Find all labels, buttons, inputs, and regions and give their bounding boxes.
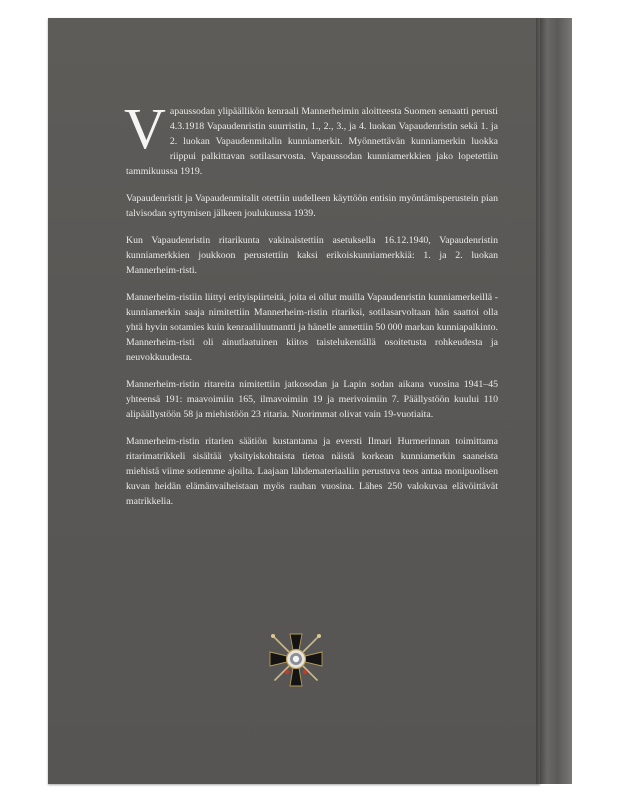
- paragraph-1: [124, 96, 498, 179]
- back-cover: [48, 18, 540, 784]
- paragraph-1-text: apaussodan ylipäällikön kenraali Mannerheimin aloitteesta Suomen senaatti perusti 4.3.1918 Vapaudenristin suurristin, 1., 2., 3., ja 4. luokan Vapaudenristin sekä 1. ja 2. luokan Vapaudenmitalin kunniamerkit. Myönnettävän kunniamerkin luokka riippui palkittavan sotilasarvosta. Vapaussodan kunniamerkkien jako lopetettiin tammikuussa 1919.: [126, 106, 498, 177]
- blurb-text: [124, 96, 498, 521]
- book: [48, 18, 572, 784]
- drop-cap: V: [124, 96, 166, 161]
- paragraph-6: Mannerheim-ristin ritarien säätiön kustantama ja eversti Ilmari Hurmerinnan toimittama ritarimatrikkeli sisältää yksityiskohtaista tietoa näistä korkean kunniamerkin saaneista miehistä viime sotiemme ajoilta. Laajaan lähdemateriaaliin perustuva teos antaa monipuolisen kuvan heidän elämänvaiheistaan myös rauhan vuosina. Lähes 250 valokuvaa elävöittävät matrikkelia.: [126, 436, 498, 507]
- paragraph-4: Mannerheim-ristiin liittyi erityispiirteitä, joita ei ollut muilla Vapaudenristin kunniamerkeillä - kunniamerkin saaja nimitettiin Mannerheim-ristin ritariksi, sotilasarvoltaan hän saattoi olla yhtä hyvin sotamies kuin kenraaliluutnantti ja hänelle annettiin 50 000 markan kunniapalkinto. Mannerheim-risti oli ainutlaatuinen kiitos taistelukentällä osoitetusta rohkeudesta ja neuvokkuudesta.: [126, 292, 498, 363]
- paragraph-2: Vapaudenristit ja Vapaudenmitalit otettiin uudelleen käyttöön entisin myöntämisperustein pian talvisodan syttymisen jälkeen joulukuussa 1939.: [126, 193, 498, 219]
- book-spine: [540, 18, 572, 784]
- mannerheim-cross-icon: [267, 630, 325, 694]
- paragraph-3: Kun Vapaudenristin ritarikunta vakinaistettiin asetuksella 16.12.1940, Vapaudenristin kunniamerkkien joukkoon perustettiin kaksi erikoiskunniamerkkiä: 1. ja 2. luokan Mannerheim-risti.: [126, 235, 498, 276]
- paragraph-5: Mannerheim-ristin ritareita nimitettiin jatkosodan ja Lapin sodan aikana vuosina 1941–45 yhteensä 191: maavoimiin 165, ilmavoimiin 19 ja merivoimiin 7. Päällystöön kuului 110 alipäällystöön 58 ja miehistöön 23 ritaria. Nuorimmat olivat vain 19-vuotiaita.: [126, 379, 498, 420]
